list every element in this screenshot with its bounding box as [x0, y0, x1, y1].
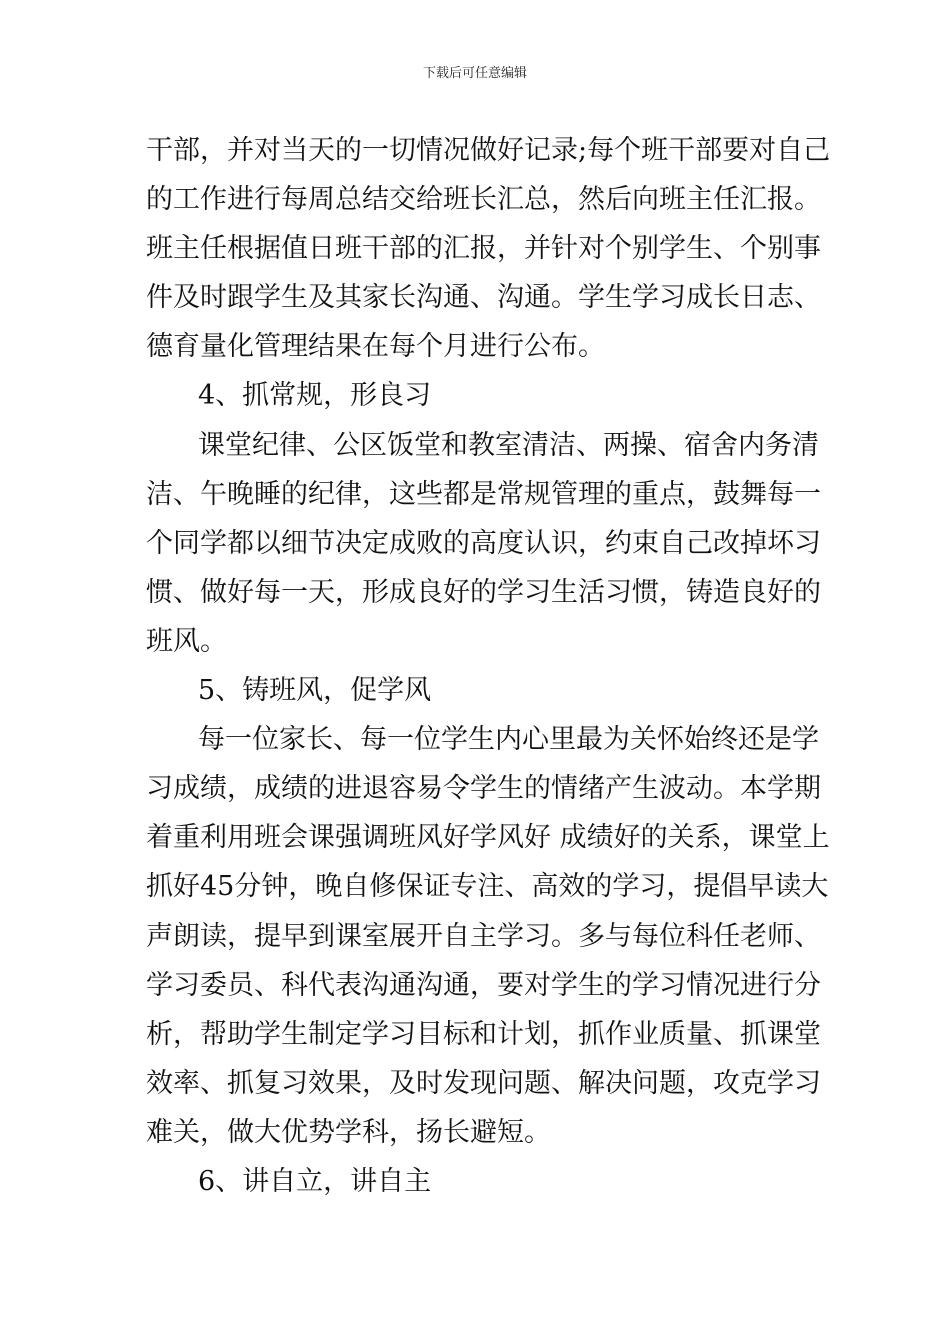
text-line: 班风。	[146, 625, 227, 657]
text-line: 难关，做大优势学科，扬长避短。	[146, 1116, 551, 1148]
text-line: 每一位家长、每一位学生内心里最为关怀始终还是学	[198, 724, 819, 756]
text-line: 德育量化管理结果在每个月进行公布。	[146, 331, 605, 363]
text-line: 惯、做好每一天，形成良好的学习生活习惯，铸造良好的	[146, 576, 821, 608]
text-line: 声朗读，提早到课室展开自主学习。多与每位科任老师、	[146, 920, 821, 952]
text-line: 学习委员、科代表沟通沟通，要对学生的学习情况进行分	[146, 969, 821, 1001]
section-heading: 5、铸班风，促学风	[198, 675, 432, 707]
text-line: 洁、午晚睡的纪律，这些都是常规管理的重点，鼓舞每一	[146, 478, 821, 510]
text-line: 着重利用班会课强调班风好学风好 成绩好的关系，课堂上	[146, 822, 830, 854]
text-line: 习成绩，成绩的进退容易令学生的情绪产生波动。本学期	[146, 773, 821, 805]
text-line: 抓好45分钟，晚自修保证专注、高效的学习，提倡早读大	[146, 871, 829, 903]
text-line: 的工作进行每周总结交给班长汇总，然后向班主任汇报。	[146, 184, 821, 216]
section-heading: 6、讲自立，讲自主	[198, 1165, 432, 1197]
page-header: 下载后可任意编辑	[422, 66, 527, 81]
text-line: 班主任根据值日班干部的汇报，并针对个别学生、个别事	[146, 233, 821, 265]
text-line: 个同学都以细节决定成败的高度认识，约束自己改掉坏习	[146, 527, 821, 559]
text-line: 件及时跟学生及其家长沟通、沟通。学生学习成长日志、	[146, 282, 821, 314]
text-line: 课堂纪律、公区饭堂和教室清洁、两操、宿舍内务清	[198, 429, 819, 461]
document-body	[146, 126, 831, 1206]
text-line: 干部，并对当天的一切情况做好记录;每个班干部要对自己	[146, 135, 831, 166]
section-heading: 4、抓常规，形良习	[198, 380, 432, 412]
text-line: 效率、抓复习效果，及时发现问题、解决问题，攻克学习	[146, 1067, 821, 1099]
text-line: 析，帮助学生制定学习目标和计划，抓作业质量、抓课堂	[146, 1018, 821, 1050]
